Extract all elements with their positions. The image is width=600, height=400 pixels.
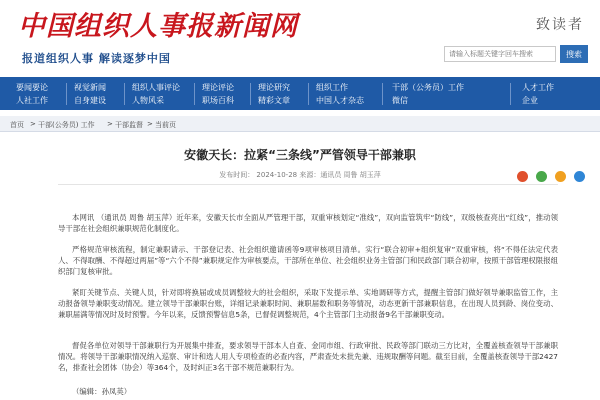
share-icons bbox=[514, 167, 585, 179]
nav-group-4 bbox=[202, 80, 262, 108]
paragraph-1: 本网讯 （通讯员 周鲁 胡玉萍）近年来，安徽天长市全面从严管理干部，双重审核划定“准线”，双向监管筑牢“防线”，双级核查亮出“红线”，推动领导干部在社会组织兼职规范化制度化。 bbox=[58, 213, 558, 233]
nav-group-8 bbox=[522, 80, 582, 108]
article-paragraph bbox=[58, 340, 558, 373]
title-divider bbox=[58, 184, 558, 185]
nav-group-5 bbox=[258, 80, 318, 108]
article-editor: （编辑：孙凤英） bbox=[72, 387, 132, 396]
nav-divider bbox=[510, 83, 511, 105]
nav-item[interactable]: 人社工作 bbox=[16, 96, 48, 105]
nav-group-3 bbox=[132, 80, 202, 108]
nav-item[interactable]: 要闻要论 bbox=[16, 83, 48, 92]
reader-greeting-link[interactable]: 致读者 bbox=[536, 17, 584, 33]
nav-item[interactable]: 干部（公务员）工作 bbox=[392, 83, 464, 92]
nav-item[interactable]: 企业 bbox=[522, 96, 538, 105]
nav-item[interactable]: 理论研究 bbox=[258, 83, 290, 92]
breadcrumb-home[interactable]: 首页 bbox=[10, 121, 24, 129]
nav-item[interactable]: 微信 bbox=[392, 96, 408, 105]
nav-divider bbox=[194, 83, 195, 105]
nav-divider bbox=[250, 83, 251, 105]
nav-divider bbox=[124, 83, 125, 105]
site-tagline: 报道组织人事 解读逐梦中国 bbox=[22, 52, 171, 65]
article-paragraph bbox=[58, 244, 558, 277]
nav-item[interactable]: 自身建设 bbox=[74, 96, 106, 105]
search-button[interactable]: 搜索 bbox=[560, 45, 588, 63]
main-nav bbox=[0, 77, 600, 110]
breadcrumb-separator: > bbox=[147, 120, 153, 128]
breadcrumb bbox=[0, 116, 600, 132]
nav-item[interactable]: 人才工作 bbox=[522, 83, 554, 92]
nav-divider bbox=[308, 83, 309, 105]
nav-divider bbox=[382, 83, 383, 105]
qzone-share-icon[interactable] bbox=[555, 171, 566, 182]
nav-item[interactable]: 组织人事评论 bbox=[132, 83, 180, 92]
article-title: 安徽天长：拉紧“三条线”严管领导干部兼职 bbox=[184, 148, 416, 162]
nav-item[interactable]: 视觉新闻 bbox=[74, 83, 106, 92]
article-paragraph bbox=[58, 212, 558, 234]
nav-item[interactable]: 中国人才杂志 bbox=[316, 96, 364, 105]
breadcrumb-cadre-supervision[interactable]: 干部监督 bbox=[115, 121, 143, 129]
paragraph-2: 严格规范审核流程，制定兼职请示、干部登记表、社会组织邀请函等9项审核项目清单。实行“联合初审+组织复审”双重审核，将“不得任法定代表人、不得取酬、不得超过两届”等“六个不得”兼职规定作为审核要点，干部所在单位、社会组织业务主管部门和民政部门联合初审，按照干部管理权限报组织部门复核审批。 bbox=[58, 245, 558, 276]
nav-divider bbox=[66, 83, 67, 105]
nav-group-1 bbox=[16, 80, 76, 108]
more-share-icon[interactable] bbox=[574, 171, 585, 182]
weibo-share-icon[interactable] bbox=[517, 171, 528, 182]
article-meta: 发布时间： 2024-10-28 来源：通讯员 周鲁 胡玉萍 bbox=[219, 171, 381, 179]
nav-item[interactable]: 组织工作 bbox=[316, 83, 348, 92]
nav-item[interactable]: 人物风采 bbox=[132, 96, 164, 105]
article-paragraph bbox=[58, 287, 558, 320]
nav-group-7 bbox=[392, 80, 482, 108]
paragraph-3: 紧盯关键节点、关键人员，针对即将换届或成员调整较大的社会组织，采取下发提示单、实地调研等方式，提醒主管部门做好领导兼职监管工作，主动报备领导兼职变动情况。建立领导干部兼职台账，详细记录兼职时间、兼职届数和职务等情况，动态更新干部兼职信息，在出现人员到龄、岗位变动、兼职届满等情况时及时预警。今年以来，反馈预警信息5条，已督促调整规范，4个主管部门主动报备9名干部兼职变动。 bbox=[58, 288, 558, 319]
nav-item[interactable]: 理论评论 bbox=[202, 83, 234, 92]
breadcrumb-current: 当前页 bbox=[155, 121, 176, 129]
paragraph-4: 督促各单位对领导干部兼职行为开展集中排查，要求领导干部本人自查、金同市组、行政审批、民政等部门联动三方比对，全覆盖核查领导干部兼职情况。将领导干部兼职情况纳入巡察、审计和选人用人专项检查的必查内容，严肃查处未批先兼、违规取酬等问题。截至目前，全覆盖核查领导干部2427名，排查社会团体（协会）等364个，及时纠正3名干部不规范兼职行为。 bbox=[58, 341, 558, 372]
breadcrumb-cadre-work[interactable]: 干部(公务员) 工作 bbox=[38, 121, 95, 129]
wechat-share-icon[interactable] bbox=[536, 171, 547, 182]
nav-group-2 bbox=[74, 80, 134, 108]
site-logo[interactable]: 中国组织人事报新闻网 bbox=[18, 11, 298, 42]
search-input[interactable] bbox=[444, 46, 556, 62]
nav-group-6 bbox=[316, 80, 380, 108]
site-header bbox=[0, 0, 600, 76]
nav-item[interactable]: 精彩文章 bbox=[258, 96, 290, 105]
breadcrumb-separator: > bbox=[107, 120, 113, 128]
breadcrumb-separator: > bbox=[30, 120, 36, 128]
nav-item[interactable]: 职场百科 bbox=[202, 96, 234, 105]
